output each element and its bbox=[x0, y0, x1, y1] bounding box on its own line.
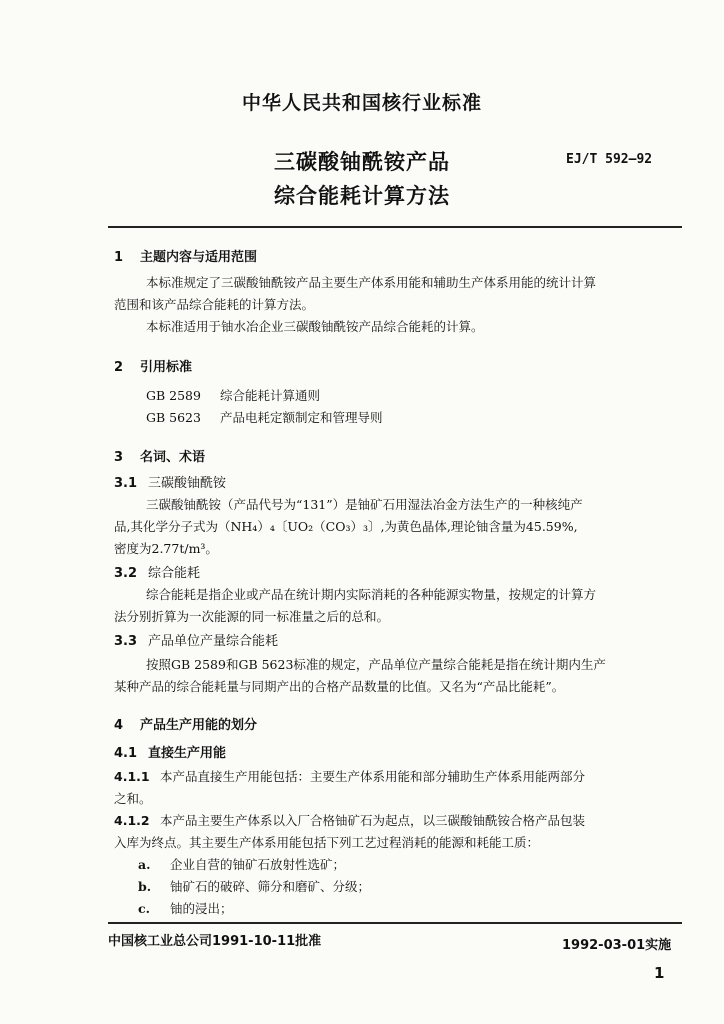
reference-name: 综合能耗计算通则 bbox=[220, 388, 321, 403]
clause-text: 本产品主要生产体系以入厂合格铀矿石为起点，以三碳酸铀酰铵合格产品包装 bbox=[160, 813, 586, 828]
clause-number: 4.1.1 bbox=[114, 769, 150, 784]
s31-line2: 品,其化学分子式为（NH₄）₄〔UO₂（CO₃）₃〕,为黄色晶体,理论铀含量为45.59%, bbox=[114, 519, 578, 534]
clause-number: 4.1.2 bbox=[114, 813, 150, 828]
section-number: 1 bbox=[114, 250, 124, 265]
subsection-number: 3.1 bbox=[114, 476, 138, 491]
reference-code: GB 5623 bbox=[146, 410, 201, 425]
footer-rule bbox=[108, 922, 682, 924]
list-marker: b. bbox=[138, 879, 152, 894]
section-number: 3 bbox=[114, 450, 124, 465]
subsection-3-2 bbox=[114, 562, 200, 581]
subsection-title: 综合能耗 bbox=[148, 566, 201, 581]
standard-code: EJ/T 592—92 bbox=[566, 152, 653, 167]
section-number: 4 bbox=[114, 718, 124, 733]
doc-title-line1: 三碳酸铀酰铵产品 bbox=[274, 150, 450, 174]
list-item bbox=[138, 876, 370, 898]
doc-title-line2: 综合能耗计算方法 bbox=[274, 184, 450, 208]
reference-name: 产品电耗定额制定和管理导则 bbox=[220, 410, 383, 425]
section-3-heading bbox=[114, 446, 205, 465]
approval-date: 中国核工业总公司1991-10-11批准 bbox=[108, 934, 322, 949]
subsection-title: 产品单位产量综合能耗 bbox=[148, 634, 279, 649]
section-number: 2 bbox=[114, 360, 124, 375]
list-text: 企业自营的铀矿石放射性选矿； bbox=[170, 857, 346, 872]
s31-line3: 密度为2.77t/m³。 bbox=[114, 541, 218, 556]
section-title: 引用标准 bbox=[140, 360, 193, 375]
list-text: 铀矿石的破碎、筛分和磨矿、分级； bbox=[170, 879, 371, 894]
s32-line1: 综合能耗是指企业或产品在统计期内实际消耗的各种能源实物量，按规定的计算方 bbox=[146, 587, 597, 602]
list-marker: a. bbox=[138, 857, 151, 872]
reference-code: GB 2589 bbox=[146, 388, 201, 403]
reference-row bbox=[146, 386, 320, 404]
subsection-3-3 bbox=[114, 630, 278, 649]
s1-para1-line1: 本标准规定了三碳酸铀酰铵产品主要生产体系用能和辅助生产体系用能的统计计算 bbox=[146, 275, 597, 290]
subsection-3-1 bbox=[114, 472, 226, 491]
s33-line2: 某种产品的综合能耗量与同期产出的合格产品数量的比值。又名为“产品比能耗”。 bbox=[114, 679, 565, 694]
effective-date: 1992-03-01实施 bbox=[562, 938, 672, 953]
list-text: 铀的浸出； bbox=[170, 901, 233, 916]
s411-line1 bbox=[114, 766, 585, 788]
section-2-heading bbox=[114, 356, 192, 375]
s1-para2: 本标准适用于铀水冶企业三碳酸铀酰铵产品综合能耗的计算。 bbox=[146, 319, 484, 334]
section-4-heading bbox=[114, 714, 257, 733]
s32-line2: 法分别折算为一次能源的同一标准量之后的总和。 bbox=[114, 609, 390, 624]
s412-line1 bbox=[114, 810, 585, 832]
header-rule bbox=[108, 226, 682, 228]
list-item bbox=[138, 898, 233, 920]
s33-line1: 按照GB 2589和GB 5623标准的规定，产品单位产量综合能耗是指在统计期内生产 bbox=[146, 657, 606, 672]
s1-para1-line2: 范围和该产品综合能耗的计算方法。 bbox=[114, 297, 315, 312]
s31-line1: 三碳酸铀酰铵（产品代号为“131”）是铀矿石用湿法冶金方法生产的一种核纯产 bbox=[146, 497, 583, 512]
list-item bbox=[138, 854, 345, 876]
section-title: 产品生产用能的划分 bbox=[140, 718, 258, 733]
subsection-title: 直接生产用能 bbox=[148, 746, 227, 761]
subsection-4-1 bbox=[114, 742, 226, 761]
list-marker: c. bbox=[138, 901, 150, 916]
reference-row bbox=[146, 408, 383, 426]
subsection-number: 3.3 bbox=[114, 634, 138, 649]
section-title: 主题内容与适用范围 bbox=[140, 250, 258, 265]
section-1-heading bbox=[114, 246, 257, 265]
subsection-number: 4.1 bbox=[114, 746, 138, 761]
s411-line2: 之和。 bbox=[114, 791, 152, 806]
s412-line2: 入库为终点。其主要生产体系用能包括下列工艺过程消耗的能源和耗能工质： bbox=[114, 835, 540, 850]
issuing-org: 中华人民共和国核行业标准 bbox=[241, 92, 482, 114]
subsection-number: 3.2 bbox=[114, 566, 138, 581]
section-title: 名词、术语 bbox=[140, 450, 206, 465]
page-number: 1 bbox=[654, 964, 665, 982]
subsection-title: 三碳酸铀酰铵 bbox=[148, 476, 227, 491]
clause-text: 本产品直接生产用能包括：主要生产体系用能和部分辅助生产体系用能两部分 bbox=[160, 769, 586, 784]
